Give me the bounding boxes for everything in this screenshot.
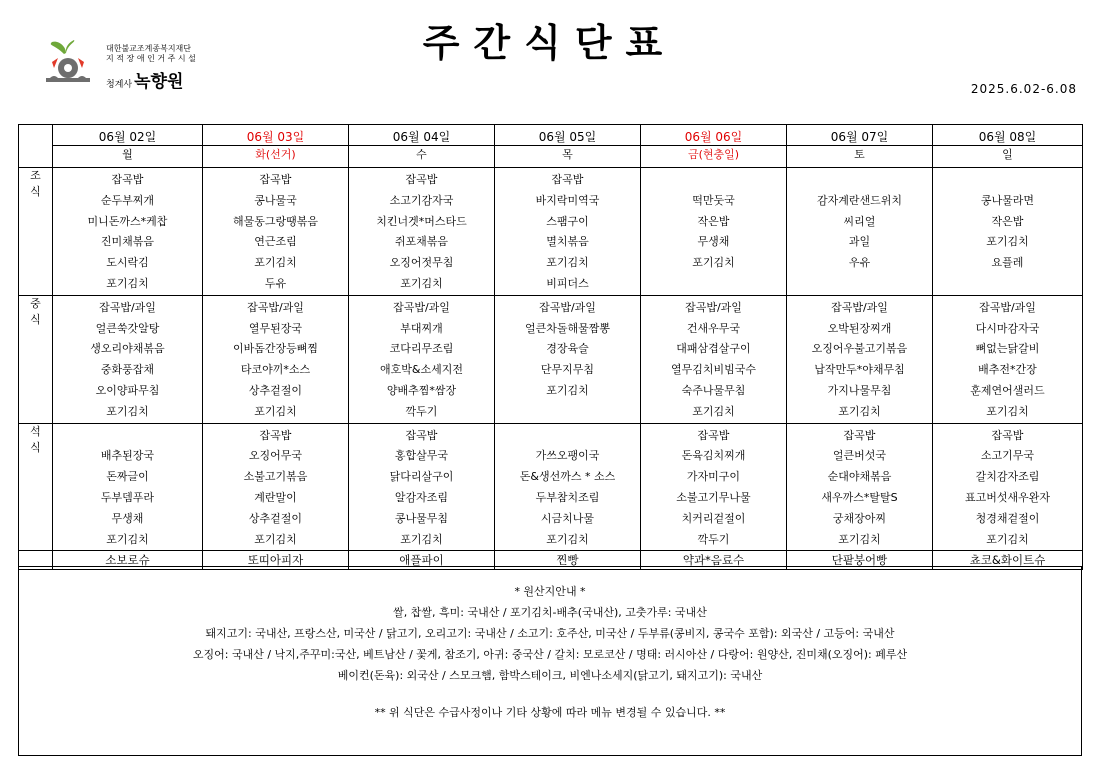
- menu-item: 가자미구이: [686, 470, 741, 484]
- day-date: 06월 07일: [830, 130, 889, 144]
- menu-item: 작은밥: [991, 214, 1024, 228]
- brand-prefix: 청계사: [106, 80, 133, 90]
- menu-item: 가쓰오팽이국: [535, 449, 600, 463]
- menu-cell: [495, 295, 641, 423]
- menu-item: 포기김치: [546, 383, 589, 397]
- menu-item: 포기김치: [838, 404, 881, 418]
- day-header: [349, 125, 495, 168]
- menu-item: 납작만두*야채무침: [814, 363, 905, 377]
- menu-item: 포기김치: [106, 532, 149, 546]
- date-range: 2025.6.02-6.08: [970, 82, 1077, 96]
- menu-item: [53, 426, 202, 447]
- menu-item: 콩나물무침: [394, 511, 449, 525]
- meal-label-char: 중: [30, 296, 41, 310]
- day-header: [933, 125, 1083, 168]
- menu-item: 돈짜글이: [106, 470, 149, 484]
- menu-item: 포기김치: [254, 404, 297, 418]
- menu-item: 포기김치: [400, 532, 443, 546]
- menu-item: 멸치볶음: [546, 235, 589, 249]
- meal-label-char: 식: [30, 185, 41, 198]
- menu-cell: [933, 168, 1083, 296]
- menu-item: 진미채볶음: [100, 235, 155, 249]
- menu-item: 시금치나물: [540, 511, 595, 525]
- menu-item: 잡곡밥/과일: [685, 300, 742, 314]
- menu-cell: [53, 168, 203, 296]
- origin-notes: [18, 566, 1082, 756]
- menu-item: 포기김치: [546, 532, 589, 546]
- menu-item: 잡곡밥/과일: [831, 300, 888, 314]
- menu-item: 숙주나물무침: [681, 383, 746, 397]
- menu-item: 해물동그랑땡볶음: [232, 214, 318, 228]
- menu-cell: [203, 423, 349, 551]
- meal-label-char: 식: [30, 312, 41, 326]
- menu-cell: [349, 423, 495, 551]
- menu-item: 스팸구이: [546, 214, 589, 228]
- menu-item: 쥐포채볶음: [394, 235, 449, 249]
- notes-line: 오징어: 국내산 / 낙지,주꾸미:국산, 베트남산 / 꽃게, 참조기, 아귀: 중국산 / 갈치: 모로코산 / 명태: 러시아산 / 다랑어: 원양산, 진미채(오징어): 페루산: [192, 648, 908, 661]
- day-header: [495, 125, 641, 168]
- snack-item: 찐빵: [495, 551, 641, 570]
- menu-item: 비피더스: [546, 276, 589, 290]
- menu-item: 돈&생선까스 * 소스: [519, 470, 616, 484]
- day-header: [203, 125, 349, 168]
- menu-item: 무생채: [111, 511, 144, 525]
- menu-item: [495, 402, 640, 423]
- menu-table: [18, 124, 1083, 570]
- menu-item: 씨리얼: [843, 214, 876, 228]
- day-header: [787, 125, 933, 168]
- menu-item: 돈육김치찌개: [681, 449, 746, 463]
- menu-item: 포기김치: [692, 404, 735, 418]
- menu-item: 얼큰버섯국: [832, 449, 887, 463]
- menu-item: 잡곡밥/과일: [393, 300, 450, 314]
- menu-item: 떡만둣국: [692, 193, 735, 207]
- menu-item: 두부뎀푸라: [100, 490, 155, 504]
- menu-item: 잡곡밥: [405, 428, 438, 442]
- page-title: 주간식단표: [422, 21, 677, 65]
- day-date: 06월 06일: [684, 130, 743, 144]
- menu-item: 우유: [848, 256, 871, 270]
- day-weekday: 화(선거): [202, 145, 349, 163]
- menu-item: 궁채장아찌: [832, 511, 887, 525]
- meal-row: [19, 295, 1083, 423]
- notes-line: 쌀, 찹쌀, 흑미: 국내산 / 포기김치-배추(국내산), 고춧가루: 국내산: [393, 606, 707, 619]
- header-row: [19, 125, 1083, 168]
- menu-item: 순두부찌개: [100, 193, 155, 207]
- menu-item: 경장육슬: [546, 342, 589, 356]
- menu-item: 연근조림: [254, 235, 297, 249]
- menu-cell: [53, 423, 203, 551]
- menu-item: 소고기무국: [980, 449, 1035, 463]
- menu-item: 청경채겉절이: [975, 511, 1040, 525]
- menu-item: 상추겉절이: [248, 511, 303, 525]
- menu-item: 뼈없는닭갈비: [975, 342, 1040, 356]
- day-weekday: 수: [348, 145, 495, 163]
- menu-item: 두유: [264, 276, 287, 290]
- menu-item: 잡곡밥: [405, 173, 438, 186]
- meal-label: [19, 168, 53, 296]
- meal-row: [19, 168, 1083, 296]
- menu-cell: [933, 295, 1083, 423]
- menu-item: 훈제연어샐러드: [970, 383, 1045, 397]
- menu-cell: [495, 423, 641, 551]
- menu-item: 다시마감자국: [975, 321, 1040, 335]
- menu-item: 미니돈까스*케찹: [87, 214, 168, 228]
- menu-cell: [641, 295, 787, 423]
- menu-item: 표고버섯새우완자: [964, 490, 1050, 504]
- menu-cell: [53, 295, 203, 423]
- menu-item: 포기김치: [838, 532, 881, 546]
- meal-row: [19, 423, 1083, 551]
- menu-item: 요플레: [991, 256, 1024, 270]
- menu-cell: [203, 295, 349, 423]
- menu-item: 두부참치조림: [535, 490, 600, 504]
- day-weekday: 일: [932, 145, 1083, 163]
- menu-item: 치커리겉절이: [681, 511, 746, 525]
- menu-item: [933, 274, 1082, 295]
- menu-item: 바지락미역국: [535, 193, 600, 207]
- menu-item: 대패삼겹살구이: [676, 342, 751, 356]
- menu-item: 잡곡밥/과일: [979, 300, 1036, 314]
- menu-item: 포기김치: [254, 532, 297, 546]
- menu-cell: [641, 423, 787, 551]
- menu-item: 잡곡밥/과일: [247, 300, 304, 314]
- menu-item: 감자계란샌드위치: [816, 193, 902, 207]
- day-date: 06월 02일: [98, 130, 157, 144]
- menu-cell: [787, 168, 933, 296]
- menu-item: 오징어젓무침: [389, 256, 454, 270]
- menu-item: [495, 426, 640, 447]
- day-weekday: 목: [494, 145, 641, 163]
- menu-cell: [641, 168, 787, 296]
- menu-item: 잡곡밥: [843, 428, 876, 442]
- menu-item: 열무된장국: [248, 321, 303, 335]
- menu-item: 포기김치: [986, 532, 1029, 546]
- menu-item: 오징어무국: [248, 449, 303, 463]
- menu-item: 갈치감자조림: [975, 470, 1040, 484]
- menu-item: [933, 170, 1082, 191]
- menu-item: 타코야끼*소스: [240, 363, 311, 377]
- menu-item: 중화풍잡채: [100, 363, 155, 377]
- menu-item: 가지나물무침: [827, 383, 892, 397]
- menu-item: 잡곡밥: [259, 428, 292, 442]
- snack-item: 쵸코&화이트슈: [933, 551, 1083, 570]
- menu-item: [787, 274, 932, 295]
- menu-item: 작은밥: [697, 214, 730, 228]
- menu-cell: [933, 423, 1083, 551]
- brand-name: 녹향원: [134, 72, 184, 92]
- day-date: 06월 05일: [538, 130, 597, 144]
- notes-line: 베이컨(돈육): 외국산 / 스모크햄, 함박스테이크, 비엔나소세지(닭고기, 돼지고기): 국내산: [337, 669, 763, 682]
- meal-label-char: 조: [30, 169, 41, 182]
- menu-item: 오징어우불고기볶음: [811, 342, 908, 356]
- menu-item: 깍두기: [697, 532, 730, 546]
- menu-cell: [495, 168, 641, 296]
- menu-item: 홍합살무국: [394, 449, 449, 463]
- menu-item: 열무김치비빔국수: [670, 363, 756, 377]
- menu-item: 단무지무침: [540, 363, 595, 377]
- menu-item: 포기김치: [986, 235, 1029, 249]
- snack-item: 소보로슈: [53, 551, 203, 570]
- day-date: 06월 03일: [246, 130, 305, 144]
- menu-item: 부대찌개: [400, 321, 443, 335]
- menu-item: 얼큰쑥갓알탕: [95, 321, 160, 335]
- menu-item: [787, 170, 932, 191]
- menu-item: 포기김치: [692, 256, 735, 270]
- menu-item: 치킨너겟*머스타드: [376, 214, 467, 228]
- menu-item: [641, 274, 786, 295]
- menu-item: 닭다리살구이: [389, 470, 454, 484]
- notes-warning: ** 위 식단은 수급사정이나 기타 상황에 따라 메뉴 변경될 수 있습니다. **: [374, 706, 726, 719]
- menu-cell: [349, 168, 495, 296]
- menu-item: 잡곡밥: [111, 173, 144, 186]
- menu-item: 건새우무국: [686, 321, 741, 335]
- menu-item: 깍두기: [405, 404, 438, 418]
- menu-item: 애호박&소세지전: [380, 363, 463, 377]
- menu-item: 과일: [848, 235, 871, 249]
- menu-item: 코다리무조림: [389, 342, 454, 356]
- menu-cell: [787, 423, 933, 551]
- menu-item: 이바돔간장등뼈찜: [232, 342, 318, 356]
- day-header: [641, 125, 787, 168]
- menu-item: 잡곡밥: [697, 428, 730, 442]
- menu-cell: [203, 168, 349, 296]
- menu-item: 알감자조림: [394, 490, 449, 504]
- menu-item: 새우까스*탈탈S: [821, 490, 898, 504]
- brand: [106, 67, 196, 92]
- menu-item: 도시락김: [106, 256, 149, 270]
- menu-item: 상추겉절이: [248, 383, 303, 397]
- menu-item: 포기김치: [546, 256, 589, 270]
- meal-label-char: 식: [30, 440, 41, 454]
- corner-cell: [19, 125, 53, 168]
- menu-item: 콩나물국: [254, 193, 297, 207]
- snack-item: 약과*음료수: [641, 551, 787, 570]
- snack-item: 또띠아피자: [203, 551, 349, 570]
- notes-title: * 원산지안내 *: [514, 585, 586, 598]
- menu-item: 잡곡밥: [259, 173, 292, 186]
- menu-item: 배추된장국: [100, 449, 155, 463]
- menu-item: 포기김치: [400, 276, 443, 290]
- snack-item: 애플파이: [349, 551, 495, 570]
- menu-item: [641, 170, 786, 191]
- day-weekday: 토: [786, 145, 933, 163]
- menu-item: 소불고기무나물: [676, 490, 751, 504]
- menu-item: 생오리야채볶음: [90, 342, 165, 356]
- day-date: 06월 08일: [978, 130, 1037, 144]
- meal-label: [19, 295, 53, 423]
- menu-item: 오이양파무침: [95, 383, 160, 397]
- notes-line: 돼지고기: 국내산, 프랑스산, 미국산 / 닭고기, 오리고기: 국내산 / 소고기: 호주산, 미국산 / 두부류(콩비지, 콩국수 포함): 외국산 / 고등어: 국내산: [205, 627, 895, 640]
- menu-item: 포기김치: [106, 404, 149, 418]
- day-date: 06월 04일: [392, 130, 451, 144]
- menu-item: 순대야채볶음: [827, 470, 892, 484]
- menu-item: 잡곡밥: [551, 173, 584, 186]
- meal-label: [19, 423, 53, 551]
- org-line2: 지 적 장 애 인 거 주 시 설: [106, 54, 196, 63]
- day-weekday: 금(현충일): [640, 145, 787, 163]
- menu-item: 소불고기볶음: [243, 470, 308, 484]
- day-weekday: 월: [52, 145, 203, 163]
- menu-item: 포기김치: [986, 404, 1029, 418]
- menu-item: 잡곡밥/과일: [539, 300, 596, 314]
- menu-item: 배추전*간장: [978, 363, 1037, 377]
- day-header: [53, 125, 203, 168]
- menu-item: 오박된장찌개: [827, 321, 892, 335]
- meal-label-char: 석: [30, 424, 41, 438]
- snack-item: 단팥붕어빵: [787, 551, 933, 570]
- menu-cell: [787, 295, 933, 423]
- menu-item: 얼큰차돌해물짬뽕: [524, 321, 610, 335]
- menu-item: 소고기감자국: [389, 193, 454, 207]
- org-line1: 대한불교조계종복지재단: [106, 44, 192, 53]
- menu-item: 잡곡밥/과일: [99, 300, 156, 314]
- menu-item: 무생채: [697, 235, 730, 249]
- menu-item: 포기김치: [106, 276, 149, 290]
- menu-item: 잡곡밥: [991, 428, 1024, 442]
- menu-cell: [349, 295, 495, 423]
- menu-item: 포기김치: [254, 256, 297, 270]
- menu-item: 콩나물라면: [980, 193, 1035, 207]
- menu-item: 양배추찜*쌈장: [386, 383, 457, 397]
- menu-item: 계란말이: [254, 490, 297, 504]
